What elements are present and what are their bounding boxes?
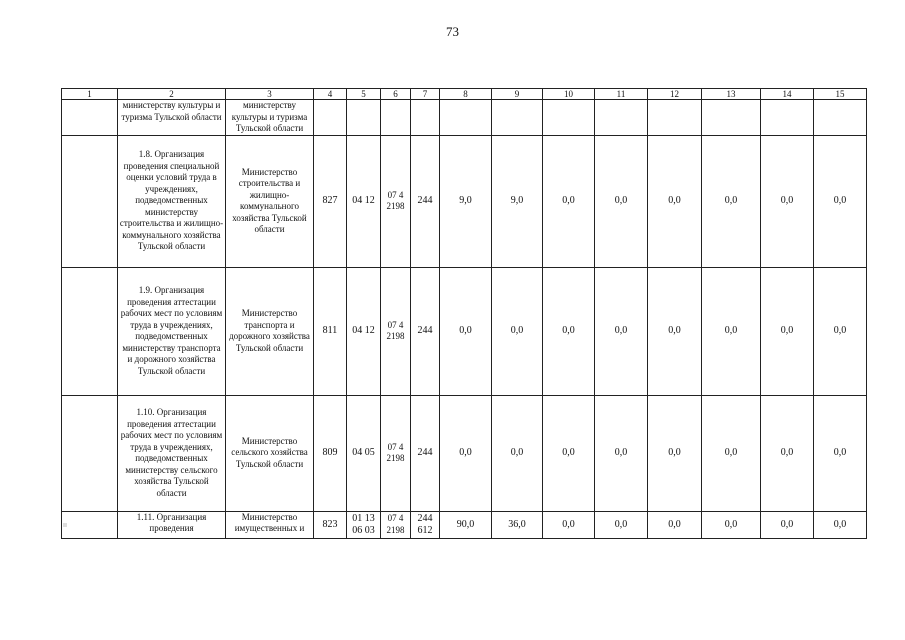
expense-type-cell: 244 xyxy=(411,267,440,395)
target-article-cell: 07 4 2198 xyxy=(381,135,411,267)
value-cell: 0,0 xyxy=(814,395,867,511)
value-cell: 0,0 xyxy=(702,395,761,511)
value-cell xyxy=(702,100,761,136)
row-number-cell xyxy=(62,511,118,538)
expense-type-cell: 244 xyxy=(411,135,440,267)
value-cell xyxy=(648,100,702,136)
table-row xyxy=(62,267,867,395)
row-number-cell xyxy=(62,395,118,511)
value-cell: 0,0 xyxy=(648,267,702,395)
column-header-2: 2 xyxy=(118,89,226,100)
column-header-4: 4 xyxy=(314,89,347,100)
value-cell: 0,0 xyxy=(814,267,867,395)
activity-name-cell: 1.9. Организация проведения аттестации рабочих мест по условиям труда в учреждениях, подведомственных министерству транспорта и дорожного хозяйства Тульской области xyxy=(118,267,226,395)
value-cell: 0,0 xyxy=(648,395,702,511)
value-cell: 0,0 xyxy=(761,511,814,538)
expense-type-cell: 244 612 xyxy=(411,511,440,538)
value-cell: 0,0 xyxy=(761,135,814,267)
column-header-11: 11 xyxy=(595,89,648,100)
target-article-cell: 07 4 2198 xyxy=(381,395,411,511)
column-number-row xyxy=(62,89,867,100)
grbs-code-cell: 809 xyxy=(314,395,347,511)
column-header-14: 14 xyxy=(761,89,814,100)
column-header-15: 15 xyxy=(814,89,867,100)
column-header-7: 7 xyxy=(411,89,440,100)
row-marker xyxy=(63,523,67,527)
column-header-1: 1 xyxy=(62,89,118,100)
column-header-3: 3 xyxy=(226,89,314,100)
value-cell: 0,0 xyxy=(595,135,648,267)
target-article-cell xyxy=(381,100,411,136)
section-code-cell: 04 12 xyxy=(347,267,381,395)
activity-name-cell: министерству культуры и туризма Тульской области xyxy=(118,100,226,136)
row-number-cell xyxy=(62,100,118,136)
grbs-code-cell: 811 xyxy=(314,267,347,395)
value-cell: 36,0 xyxy=(492,511,543,538)
executor-cell: Министерство транспорта и дорожного хозяйства Тульской области xyxy=(226,267,314,395)
value-cell: 0,0 xyxy=(595,267,648,395)
value-cell: 0,0 xyxy=(440,395,492,511)
target-article-cell: 07 4 2198 xyxy=(381,511,411,538)
activity-name-cell: 1.8. Организация проведения специальной оценки условий труда в учреждениях, подведомственных министерству строительства и жилищно-коммунального хозяйства Тульской области xyxy=(118,135,226,267)
value-cell: 0,0 xyxy=(543,135,595,267)
value-cell xyxy=(440,100,492,136)
executor-cell: Министерство строительства и жилищно-коммунального хозяйства Тульской области xyxy=(226,135,314,267)
value-cell: 0,0 xyxy=(761,267,814,395)
activity-name-cell: 1.10. Организация проведения аттестации рабочих мест по условиям труда в учреждениях, подведомственных министерству сельского хозяйства Тульской области xyxy=(118,395,226,511)
value-cell xyxy=(595,100,648,136)
value-cell: 9,0 xyxy=(492,135,543,267)
column-header-8: 8 xyxy=(440,89,492,100)
value-cell: 0,0 xyxy=(595,395,648,511)
section-code-cell: 04 05 xyxy=(347,395,381,511)
value-cell: 90,0 xyxy=(440,511,492,538)
value-cell xyxy=(543,100,595,136)
column-header-10: 10 xyxy=(543,89,595,100)
value-cell: 0,0 xyxy=(761,395,814,511)
row-number-cell xyxy=(62,135,118,267)
target-article-cell: 07 4 2198 xyxy=(381,267,411,395)
page-number: 73 xyxy=(446,24,459,39)
budget-table xyxy=(61,88,867,539)
column-header-5: 5 xyxy=(347,89,381,100)
section-code-cell: 01 13 06 03 xyxy=(347,511,381,538)
value-cell: 0,0 xyxy=(648,511,702,538)
grbs-code-cell xyxy=(314,100,347,136)
value-cell: 0,0 xyxy=(702,511,761,538)
column-header-12: 12 xyxy=(648,89,702,100)
value-cell: 9,0 xyxy=(440,135,492,267)
column-header-6: 6 xyxy=(381,89,411,100)
table-row xyxy=(62,395,867,511)
table-row xyxy=(62,135,867,267)
value-cell: 0,0 xyxy=(543,511,595,538)
expense-type-cell xyxy=(411,100,440,136)
value-cell: 0,0 xyxy=(492,395,543,511)
grbs-code-cell: 827 xyxy=(314,135,347,267)
column-header-9: 9 xyxy=(492,89,543,100)
value-cell: 0,0 xyxy=(440,267,492,395)
value-cell: 0,0 xyxy=(702,267,761,395)
expense-type-cell: 244 xyxy=(411,395,440,511)
value-cell xyxy=(761,100,814,136)
executor-cell: министерству культуры и туризма Тульской области xyxy=(226,100,314,136)
column-header-13: 13 xyxy=(702,89,761,100)
executor-cell: Министерство имущественных и xyxy=(226,511,314,538)
row-number-cell xyxy=(62,267,118,395)
table-row xyxy=(62,511,867,538)
value-cell: 0,0 xyxy=(492,267,543,395)
value-cell: 0,0 xyxy=(648,135,702,267)
value-cell xyxy=(492,100,543,136)
grbs-code-cell: 823 xyxy=(314,511,347,538)
value-cell: 0,0 xyxy=(595,511,648,538)
table-row xyxy=(62,100,867,136)
value-cell: 0,0 xyxy=(543,395,595,511)
value-cell: 0,0 xyxy=(814,511,867,538)
value-cell: 0,0 xyxy=(543,267,595,395)
value-cell xyxy=(814,100,867,136)
value-cell: 0,0 xyxy=(814,135,867,267)
value-cell: 0,0 xyxy=(702,135,761,267)
section-code-cell: 04 12 xyxy=(347,135,381,267)
section-code-cell xyxy=(347,100,381,136)
executor-cell: Министерство сельского хозяйства Тульской области xyxy=(226,395,314,511)
activity-name-cell: 1.11. Организация проведения xyxy=(118,511,226,538)
